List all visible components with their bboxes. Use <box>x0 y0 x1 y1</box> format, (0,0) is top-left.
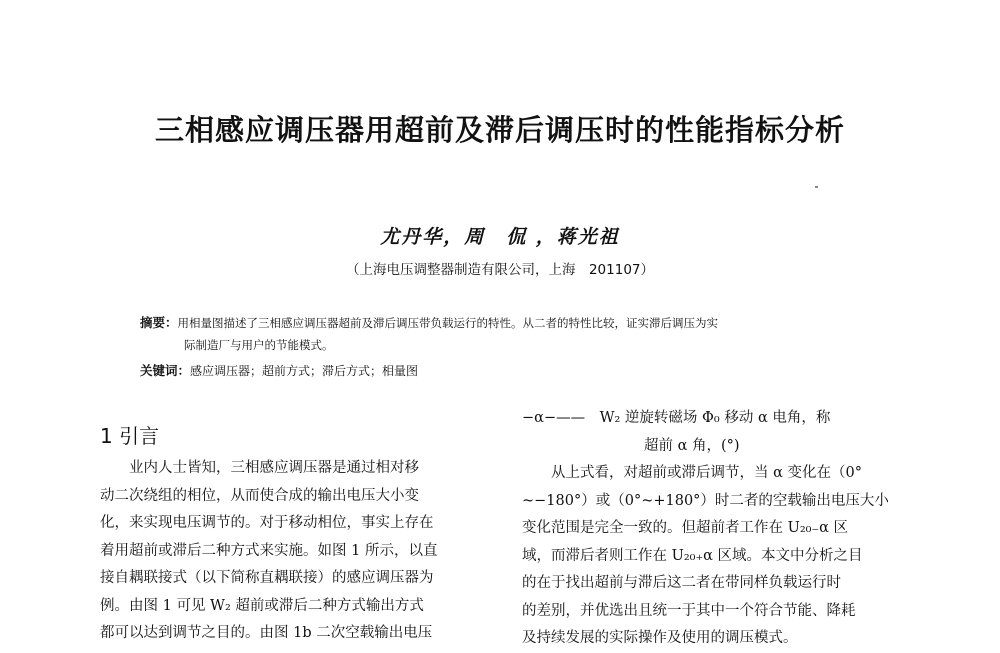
paragraph-line: 例。由图 1 可见 W₂ 超前或滞后二种方式输出方式 <box>100 597 424 614</box>
paragraph-line: 动二次绕组的相位，从而使合成的输出电压大小变 <box>100 487 419 504</box>
left-column <box>100 455 494 648</box>
authors: 尤丹华，周 侃 ，蒋光祖 <box>380 226 620 248</box>
section-heading: 1 引言 <box>100 424 160 448</box>
paragraph-line: 化，来实现电压调节的。对于移动相位，事实上存在 <box>100 515 434 531</box>
affiliation: （上海电压调整器制造有限公司，上海 201107） <box>345 262 655 278</box>
paragraph-line: 着用超前或滞后二种方式来实施。如图 1 所示，以直 <box>100 542 438 559</box>
right-column <box>522 405 922 653</box>
keywords-text: 感应调压器；超前方式；滞后方式；相量图 <box>190 364 419 378</box>
paragraph-line: 业内人士皆知，三相感应调压器是通过相对移 <box>129 460 419 476</box>
abstract <box>140 312 900 356</box>
keywords-label: 关键词： <box>140 363 191 378</box>
scan-speck <box>815 186 818 188</box>
paragraph-line: 变化范围是完全一致的。但超前者工作在 U₂₀₋α 区 <box>522 520 849 536</box>
legend-line-1: −α−—— W₂ 逆旋转磁场 Φ₀ 移动 α 电角，称 <box>522 410 831 426</box>
paragraph-line: 从上式看，对超前或滞后调节，当 α 变化在（0° <box>551 465 862 481</box>
paragraph-line: 都可以达到调节之目的。由图 1b 二次空载输出电压 <box>100 625 433 641</box>
abstract-line-2: 际制造厂与用户的节能模式。 <box>184 338 334 352</box>
paragraph-line: 的在于找出超前与滞后这二者在带同样负载运行时 <box>522 575 841 591</box>
abstract-label: 摘要： <box>140 315 178 330</box>
paper-title: 三相感应调压器用超前及滞后调压时的性能指标分析 <box>154 113 845 147</box>
abstract-line-1: 用相量图描述了三相感应调压器超前及滞后调压带负载运行的特性。从二者的特性比较，证实滞后调压为实 <box>177 316 719 330</box>
keywords <box>140 361 900 379</box>
legend-line-2: 超前 α 角，(°) <box>644 437 740 454</box>
paragraph-line: 的差别，并优选出且统一于其中一个符合节能、降耗 <box>522 602 856 619</box>
paragraph-line: ~−180°）或（0°~+180°）时二者的空载输出电压大小 <box>522 492 889 509</box>
paragraph-line: 域，而滞后者则工作在 U₂₀₊α 区域。本文中分析之目 <box>522 547 863 564</box>
paragraph-line: 及持续发展的实际操作及使用的调压模式。 <box>522 630 798 646</box>
paragraph-line: 接自耦联接式（以下简称直耦联接）的感应调压器为 <box>100 570 434 586</box>
